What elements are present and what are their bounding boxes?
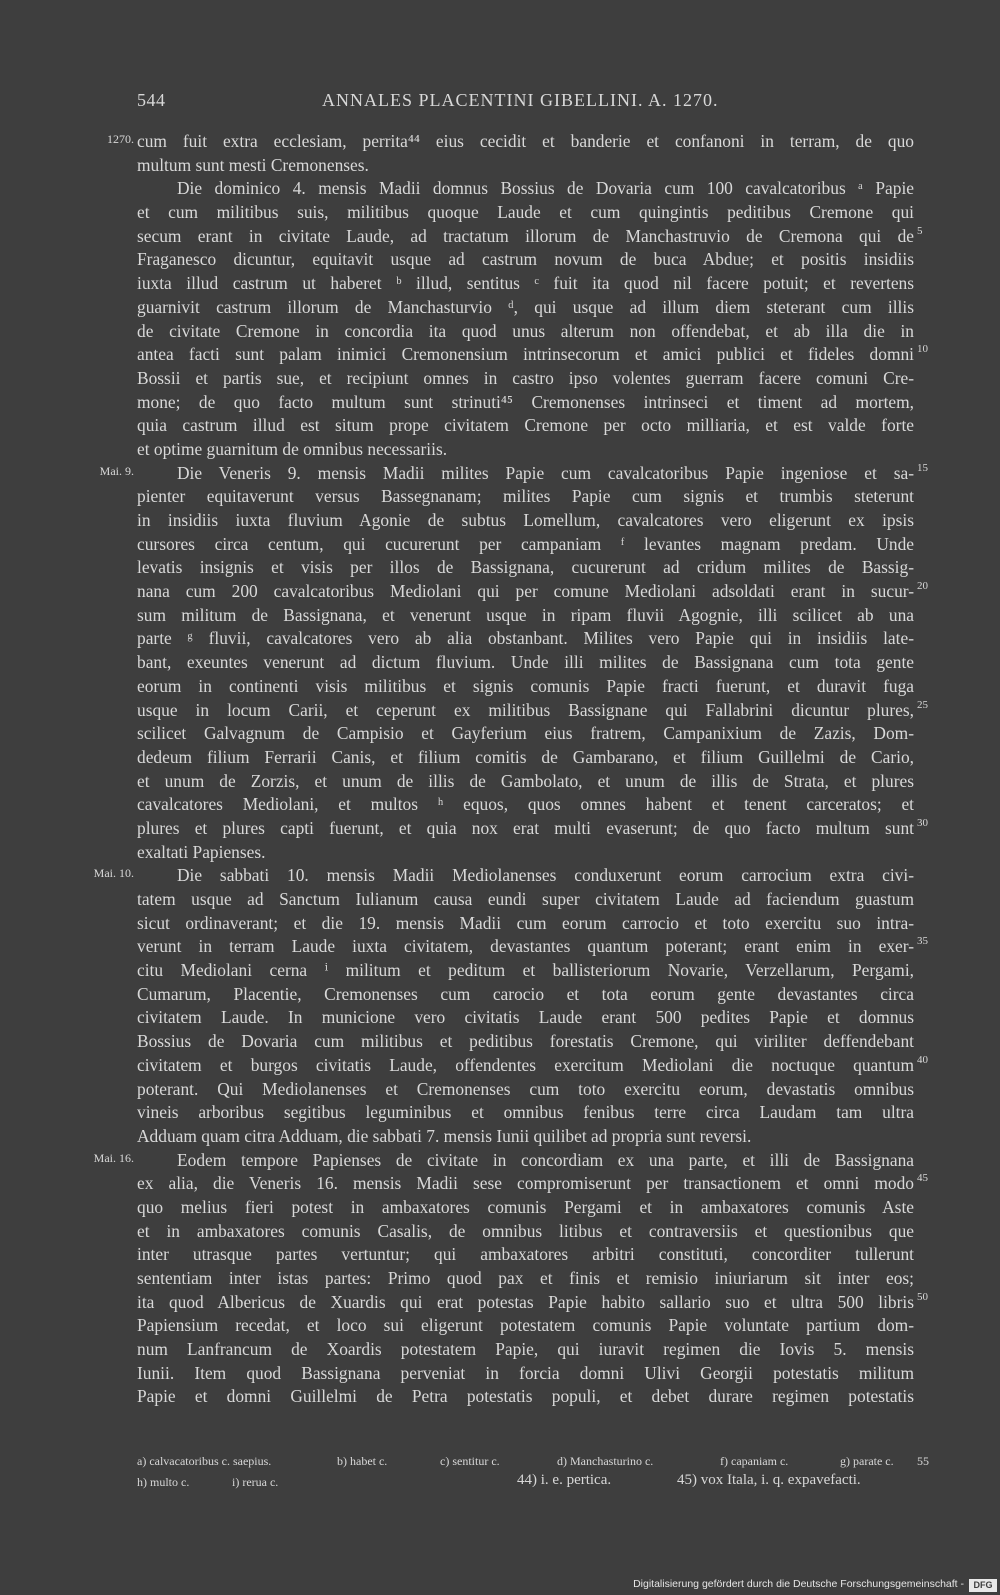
text-line [0,248,1000,272]
line-text: dedeum filium Ferrarii Canis, et filium comitis de Gambarano, et filium Guillelmi de Cario, [137,746,914,767]
text-line [0,556,1000,580]
text-line [0,1243,1000,1267]
note-45: 45) vox Itala, i. q. expavefacti. [677,1472,861,1488]
text-line [0,391,1000,415]
text-line [0,770,1000,794]
line-text: antea facti sunt palam inimici Cremonensium intrinsecorum et amici publici et fideles domni [137,344,914,365]
line-text: sicut ordinaverant; et die 19. mensis Madii cum eorum carrocio et toto exercitu suo intra- [137,912,914,933]
footnote-a: a) calvacatoribus c. saepius. [137,1454,272,1468]
line-number: 45 [917,1172,928,1185]
dfg-logo: DFG [969,1579,997,1592]
line-text: exaltati Papienses. [137,841,266,862]
line-text: cavalcatores Mediolani, et multos ʰ equos, quos omnes habent et tenent carceratos; et [137,794,914,815]
line-text: scilicet Galvagnum de Campisio et Gayferium eius fratrem, Campanixium de Zazis, Dom- [137,723,914,744]
margin-date: 1270. [107,132,134,146]
line-text: usque in locum Carii, et ceperunt ex militibus Bassignane qui Fallabrini dicuntur plures, [137,699,914,720]
line-text: Cumarum, Placentie, Cremonenses cum carocio et tota eorum gente devastantes circa [137,983,914,1004]
margin-date: Mai. 9. [99,463,134,478]
text-line [0,627,1000,651]
line-text: parte ᵍ fluvii, cavalcatores vero ab alia obstanbant. Milites vero Papie qui in insidiis late- [137,628,914,649]
text-line [0,1220,1000,1244]
line-text: Bossii et partis sue, et recipiunt omnes in castro ipso volentes guerram facere comuni Cre- [137,367,914,388]
line-text: multum sunt mesti Cremonenses. [137,154,369,175]
text-line [0,793,1000,817]
line-number: 55 [917,1454,929,1468]
text-line [0,864,1000,888]
main-text [0,130,1000,1409]
footnote-i: i) rerua c. [232,1475,279,1489]
margin-date: Mai. 16. [93,1150,134,1165]
text-line [0,296,1000,320]
line-text: mone; de quo facto multum sunt strinuti⁴⁵ Cremonenses intrinseci et timent ad mortem, [137,391,914,412]
text-line [0,841,1000,865]
text-line [0,1291,1000,1315]
line-text: cum fuit extra ecclesiam, perrita⁴⁴ eius cecidit et banderie et confanoni in terram, de quo [137,131,914,151]
text-line [0,983,1000,1007]
line-text: et in ambaxatores comunis Casalis, de omnibus litibus et contraversiis et questionibus que [137,1220,914,1241]
line-text: Papiensium recedat, et loco sui eligerunt potestatem comunis Papie voluntate partium dom- [137,1315,914,1336]
line-text: civitatem Laude. In municione vero civitatis Laude erant 500 pedites Papie et domnus [137,1007,914,1028]
text-line [0,651,1000,675]
footnote-g: g) parate c. [840,1454,894,1468]
text-line [0,604,1000,628]
line-number: 10 [917,343,928,356]
line-text: eorum in continenti visis militibus et signis comunis Papie fracti fuerunt, et duravit fuga [137,675,914,696]
text-line [0,462,1000,486]
line-text: et cum militibus suis, militibus quoque Laude et cum quingintis peditibus Cremone qui [137,202,914,223]
text-line [0,177,1000,201]
line-text: Bossius de Dovaria cum militibus et peditibus forestatis Cremone, qui viriliter deffendebant [137,1031,914,1052]
text-line [0,1054,1000,1078]
text-line [0,1125,1000,1149]
text-line [0,1362,1000,1386]
text-line [0,1101,1000,1125]
line-number: 35 [917,935,928,948]
text-line [0,1196,1000,1220]
line-number: 5 [917,224,923,237]
text-line [0,343,1000,367]
line-text: plures et plures capti fuerunt, et quia nox erat multi evaserunt; de quo facto multum sunt [137,817,914,838]
line-text: tatem usque ad Sanctum Iulianum causa eundi super civitatem Laude ad faciendum guastum [137,889,914,909]
line-text: vineis arboribus segitibus leguminibus et omnibus fenibus terre circa Laudam tam ultra [137,1102,914,1123]
text-line [0,699,1000,723]
line-text: quia castrum illud est situm prope civitatem Cremone per octo milliaria, et est valde forte [137,415,914,436]
footnote-b: b) habet c. [337,1454,388,1468]
text-line [0,935,1000,959]
text-line [0,1078,1000,1102]
text-line [0,130,1000,154]
line-number: 15 [917,461,928,474]
text-line [0,1149,1000,1173]
line-text: Die sabbati 10. mensis Madii Mediolanenses conduxerunt eorum carrocium extra civi- [177,865,914,886]
footer-text: Digitalisierung gefördert durch die Deutsche Forschungsgemeinschaft - [633,1578,964,1590]
text-line [0,1006,1000,1030]
text-line [0,722,1000,746]
line-text: Adduam quam citra Adduam, die sabbati 7. mensis Iunii quilibet ad propria sunt reversi. [137,1125,752,1146]
footer [0,1578,1000,1595]
text-line [0,154,1000,178]
line-text: ex alia, die Veneris 16. mensis Madii sese compromiserunt per transactionem et omni modo [137,1173,914,1194]
line-number: 25 [917,698,928,711]
line-text: pienter equitaverunt versus Bassegnanam; milites Papie cum signis et trumbis steterunt [137,486,914,507]
footnote-f: f) capaniam c. [720,1454,789,1468]
line-text: et unum de Zorzis, et unum de illis de Gambolato, et unum de illis de Strata, et plures [137,770,914,791]
margin-date: Mai. 10. [93,866,134,881]
text-line [0,1030,1000,1054]
line-text: et optime guarnitum de omnibus necessariis. [137,438,448,459]
footnote-c: c) sentitur c. [440,1454,500,1468]
line-text: secum erant in civitate Laude, ad tractatum illorum de Manchastruvio de Cremona qui de [137,225,914,246]
text-line [0,367,1000,391]
line-text: civitatem et burgos civitatis Laude, offendentes exercitum Mediolani die noctuque quantum [137,1054,914,1075]
text-line [0,959,1000,983]
line-text: sententiam inter istas partes: Primo quod pax et finis et remisio iniuriarum sit inter eos; [137,1268,914,1288]
line-text: guarnivit castrum illorum de Manchasturvio ᵈ, qui usque ad illum diem steterant cum illis [137,296,914,317]
text-line [0,509,1000,533]
line-text: cursores circa centum, qui cucurerunt per campaniam ᶠ levantes magnam predam. Unde [137,533,914,554]
line-number: 50 [917,1290,928,1303]
text-line [0,1267,1000,1291]
note-44: 44) i. e. pertica. [517,1472,612,1488]
line-text: quo melius fieri potest in ambaxatores comunis Pergami et in ambaxatores comunis Aste [137,1196,914,1217]
line-text: verunt in terram Laude iuxta civitatem, devastantes quantum poterant; erant enim in exer- [137,936,914,957]
footnote-d: d) Manchasturino c. [557,1454,654,1468]
line-text: Die Veneris 9. mensis Madii milites Papie cum cavalcatoribus Papie ingeniose et sa- [177,462,914,483]
text-line [0,1385,1000,1409]
page-header [0,90,1000,120]
line-text: de civitate Cremone in concordia ita quod unus alterum non offendebat, et ab illa die in [137,320,914,341]
text-line [0,225,1000,249]
line-text: Eodem tempore Papienses de civitate in concordiam ex una parte, et illi de Bassignana [177,1149,914,1170]
line-text: nana cum 200 cavalcatoribus Mediolani qui per comune Mediolani adsoldati erant in sucur- [137,581,914,602]
line-text: Iunii. Item quod Bassignana perveniat in forcia domni Ulivi Georgii potestatis militum [137,1362,914,1383]
page-number: 544 [137,90,166,110]
text-line [0,485,1000,509]
footnote-h: h) multo c. [137,1475,190,1489]
text-line [0,675,1000,699]
line-text: in insidiis iuxta fluvium Agonie de subtus Lomellum, cavalcatores vero eligerunt ex ipsis [137,510,914,530]
running-title: ANNALES PLACENTINI GIBELLINI. A. 1270. [322,90,719,110]
line-number: 30 [917,816,928,829]
line-text: sum militum de Bassignana, et venerunt usque in ripam fluvii Agognie, illi scilicet ab una [137,604,914,625]
text-line [0,201,1000,225]
text-line [0,414,1000,438]
text-line [0,320,1000,344]
text-line [0,888,1000,912]
line-text: iuxta illud castrum ut haberet ᵇ illud, sentitus ᶜ fuit ita quod nil facere potuit; et revertens [137,273,914,294]
line-number: 20 [917,580,928,593]
line-text: ita quod Albericus de Xuardis qui erat potestas Papie habito sallario suo et ultra 500 libris [137,1291,914,1312]
line-text: Papie et domni Guillelmi de Petra potestatis populi, et debet durare regimen potestatis [137,1386,914,1407]
line-text: Die dominico 4. mensis Madii domnus Bossius de Dovaria cum 100 cavalcatoribus ᵃ Papie [177,178,914,199]
text-line [0,817,1000,841]
text-line [0,580,1000,604]
text-line [0,438,1000,462]
text-line [0,272,1000,296]
text-line [0,1338,1000,1362]
line-text: levatis insignis et visis per illos de Bassignana, cucurerunt ad cridum milites de Bassig- [137,557,914,578]
text-line [0,1314,1000,1338]
line-text: Fraganesco dicuntur, equitavit usque ad castrum novum de buca Abdue; et positis insidiis [137,249,914,270]
line-text: citu Mediolani cerna ⁱ militum et peditum et ballisteriorum Novarie, Verzellarum, Pergami, [137,960,914,981]
text-line [0,533,1000,557]
line-text: inter utrasque partes vertuntur; qui ambaxatores arbitri constituti, concorditer tullerunt [137,1244,914,1265]
line-number: 40 [917,1053,928,1066]
text-line [0,746,1000,770]
text-line [0,912,1000,936]
line-text: bant, exeuntes venerunt ad dictum fluvium. Unde illi milites de Bassignana cum tota gente [137,652,914,673]
line-text: poterant. Qui Mediolanenses et Cremonenses cum toto exercitu eorum, devastatis omnibus [137,1078,914,1099]
text-line [0,1172,1000,1196]
line-text: num Lanfrancum de Xoardis potestatem Papie, qui iuravit regimen die Iovis 5. mensis [137,1339,914,1360]
